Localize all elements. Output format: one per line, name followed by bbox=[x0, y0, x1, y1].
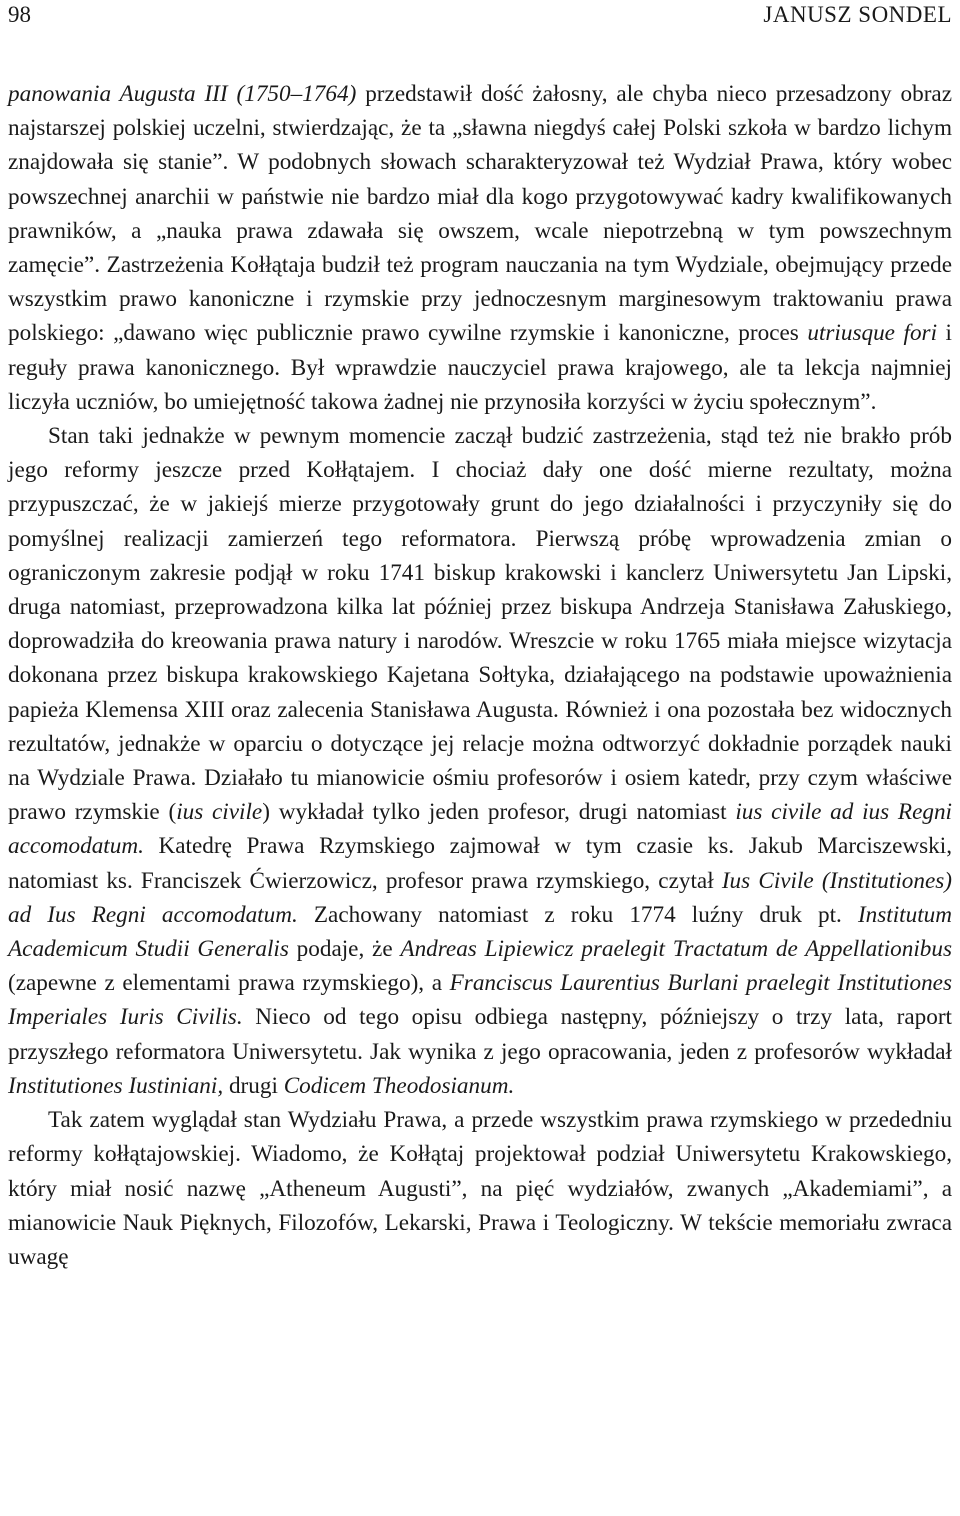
text-span-italic: Ius Civile (Institutiones) ad Ius Regni accomodatum. bbox=[8, 867, 952, 928]
text-span-italic: Franciscus Laurentius Burlani praelegit Institutiones Imperiales Iuris Civilis. bbox=[8, 970, 952, 1031]
text-span-italic: Codicem Theodosianum. bbox=[283, 1072, 515, 1099]
text-span-italic: ius civile ad ius Regni accomodatum. bbox=[8, 799, 952, 860]
text-span: przedstawił dość żałosny, ale chyba nieco przesadzony obraz najstarszej polskiej uczelni, stwierdzając, że ta „sławna niegdyś całej Polski szkoła w bardzo lichym znajdowała się stanie”. W podobnych słowach scharakteryzował też Wydział Prawa, który wobec powszechnej anarchii w państwie nie bardzo miał dla kogo przygotowywać kadry kwalifikowanych prawników, a „nauka prawa zdawała się owszem, wcale niepotrzebną w tym powszechnym zamęcie”. Zastrzeżenia Kołłątaja budził też program nauczania na tym Wydziale, obejmujący przede wszystkim prawo kanoniczne i rzymskie przy jednoczesnym marginesowym traktowaniu prawa polskiego: „dawano więc publicznie prawo cywilne rzymskie i kanoniczne, proces bbox=[8, 81, 952, 347]
paragraph-2 bbox=[8, 419, 952, 1103]
page-number: 98 bbox=[8, 2, 31, 27]
text-span-italic: panowania Augusta III (1750–1764) bbox=[8, 81, 357, 107]
running-head-author: JANUSZ SONDEL bbox=[763, 2, 952, 27]
text-span-italic: ius civile bbox=[176, 799, 263, 826]
text-span: Katedrę Prawa Rzymskiego zajmował w tym czasie ks. Jakub Marciszewski, natomiast ks. Franciszek Ćwierzowicz, profesor prawa rzymskiego, czytał bbox=[8, 833, 952, 894]
text-span: Zachowany natomiast z roku 1774 luźny druk pt. bbox=[297, 901, 858, 928]
text-span: i reguły prawa kanonicznego. Był wprawdzie nauczyciel prawa krajowego, ale ta lekcja najmniej liczyła uczniów, bo umiejętność takowa żadnej nie przynosiła korzyści w życiu społecznym”. bbox=[8, 320, 952, 415]
text-span-italic: Andreas Lipiewicz praelegit Tractatum de Appellationibus bbox=[400, 936, 952, 963]
text-span: ) wykładał tylko jeden profesor, drugi natomiast bbox=[262, 799, 736, 826]
body-text bbox=[8, 77, 952, 1274]
text-span: (zapewne z elementami prawa rzymskiego), a bbox=[8, 970, 450, 997]
text-span: podaje, że bbox=[288, 936, 401, 963]
paragraph-3 bbox=[8, 1103, 952, 1274]
text-span: drugi bbox=[223, 1072, 284, 1099]
text-span: Tak zatem wyglądał stan Wydziału Prawa, a przede wszystkim prawa rzymskiego w przededniu reformy kołłątajowskiej. Wiadomo, że Kołłątaj projektował podział Uniwersytetu Krakowskiego, który miał nosić nazwę „Atheneum Augusti”, na pięć wydziałów, zwanych „Akademiami”, a mianowicie Nauk Pięknych, Filozofów, Lekarski, Prawa i Teologiczny. W tekście memoriału zwraca uwagę bbox=[8, 1107, 952, 1270]
text-span: Nieco od tego opisu odbiega następny, późniejszy o trzy lata, raport przyszłego reformatora Uniwersytetu. Jak wynika z jego opracowania, jeden z profesorów wykładał bbox=[8, 1004, 952, 1065]
running-head bbox=[0, 0, 960, 36]
text-span-italic: utriusque fori bbox=[807, 320, 938, 347]
paragraph-1 bbox=[8, 77, 952, 419]
text-span: Stan taki jednakże w pewnym momencie zaczął budzić zastrzeżenia, stąd też nie brakło prób jego reformy jeszcze przed Kołłątajem. I chociaż dały one dość mierne rezultaty, można przypuszczać, że w jakiejś mierze przygotowały grunt do jego działalności i przyczyniły się do pomyślnej realizacji zamierzeń tego reformatora. Pierwszą próbę wprowadzenia zmian o ograniczonym zakresie podjął w roku 1741 biskup krakowski i kanclerz Uniwersytetu Jan Lipski, druga natomiast, przeprowadzona kilka lat później przez biskupa Andrzeja Stanisława Załuskiego, doprowadziła do kreowania prawa natury i narodów. Wreszcie w roku 1765 miała miejsce wizytacja dokonana przez biskupa krakowskiego Kajetana Sołtyka, działającego na podstawie upoważnienia papieża Klemensa XIII oraz zalecenia Stanisława Augusta. Również i ona pozostała bez widocznych rezultatów, jednakże w oparciu o dotyczące jej relacje można odtworzyć dokładnie porządek nauki na Wydziale Prawa. Działało tu mianowicie ośmiu profesorów i osiem katedr, przy czym właściwe prawo rzymskie ( bbox=[8, 423, 952, 826]
text-span-italic: Institutum Academicum Studii Generalis bbox=[8, 901, 952, 963]
text-span-italic: Institutiones Iustiniani, bbox=[8, 1072, 224, 1099]
